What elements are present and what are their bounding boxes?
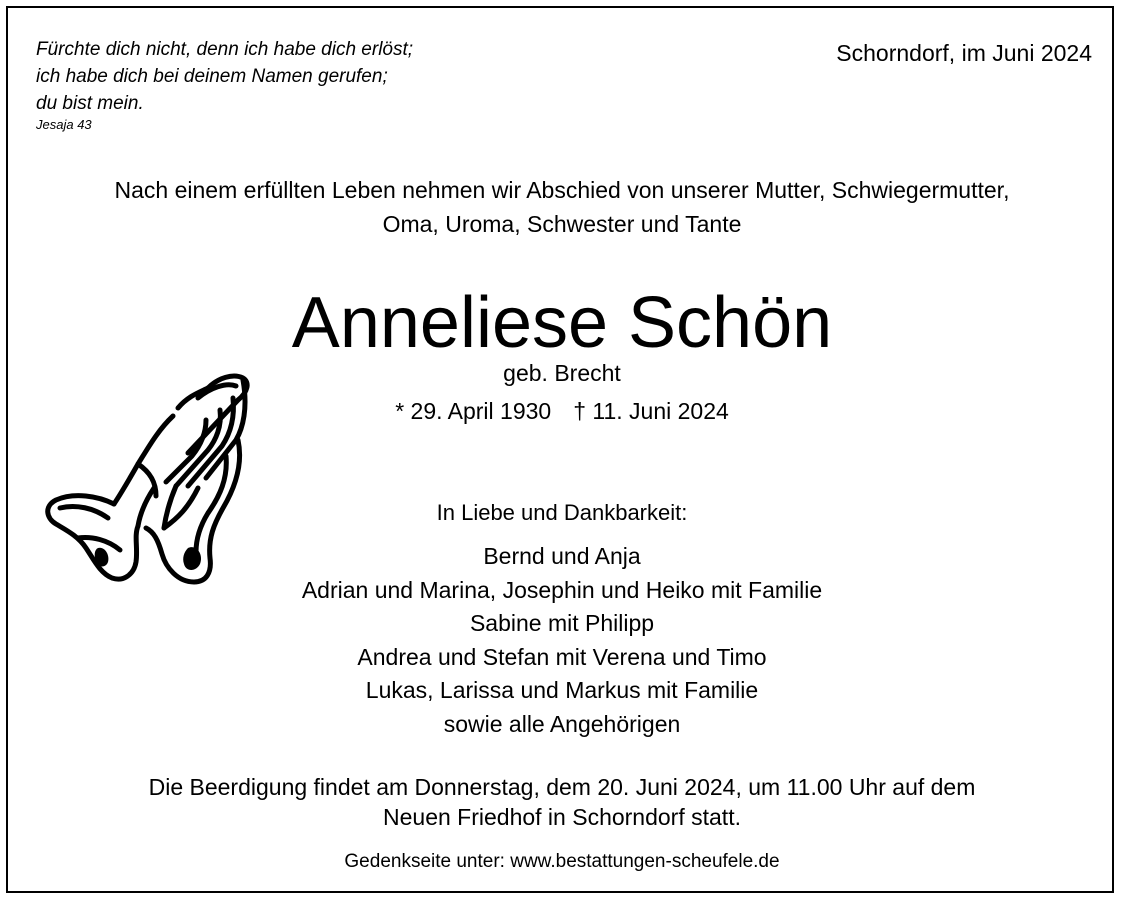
birth-name: geb. Brecht xyxy=(503,360,621,386)
funeral-line: Neuen Friedhof in Schorndorf statt. xyxy=(383,804,741,830)
intro-line: Nach einem erfüllten Leben nehmen wir Abschied von unserer Mutter, Schwiegermutter, xyxy=(114,177,1010,203)
death-date: † 11. Juni 2024 xyxy=(573,398,729,424)
place-date: Schorndorf, im Juni 2024 xyxy=(836,40,1092,66)
verse-line: ich habe dich bei deinem Namen gerufen; xyxy=(36,66,388,87)
family-member: Andrea und Stefan mit Verena und Timo xyxy=(357,643,767,670)
family-member: Bernd und Anja xyxy=(483,543,641,569)
deceased-name: Anneliese Schön xyxy=(291,283,833,363)
family-member: Adrian und Marina, Josephin und Heiko mit Familie xyxy=(301,576,823,603)
birth-date: * 29. April 1930 xyxy=(395,398,552,424)
funeral-line: Die Beerdigung findet am Donnerstag, dem 20. Juni 2024, um 11.00 Uhr auf dem xyxy=(148,774,976,800)
thanks-heading: In Liebe und Dankbarkeit: xyxy=(436,500,688,525)
intro-line: Oma, Uroma, Schwester und Tante xyxy=(382,211,742,237)
obituary-frame xyxy=(6,6,1114,893)
family-member: Sabine mit Philipp xyxy=(469,610,655,636)
memorial-page-link[interactable]: Gedenkseite unter: www.bestattungen-scheufele.de xyxy=(344,851,780,872)
bible-verse xyxy=(36,36,413,117)
family-list xyxy=(8,540,1116,741)
funeral-notice xyxy=(8,772,1116,832)
family-member: Lukas, Larissa und Markus mit Familie xyxy=(365,677,759,703)
verse-line: du bist mein. xyxy=(36,93,144,114)
verse-line: Fürchte dich nicht, denn ich habe dich erlöst; xyxy=(36,39,414,60)
family-member: sowie alle Angehörigen xyxy=(443,710,681,737)
verse-source: Jesaja 43 xyxy=(36,117,92,132)
